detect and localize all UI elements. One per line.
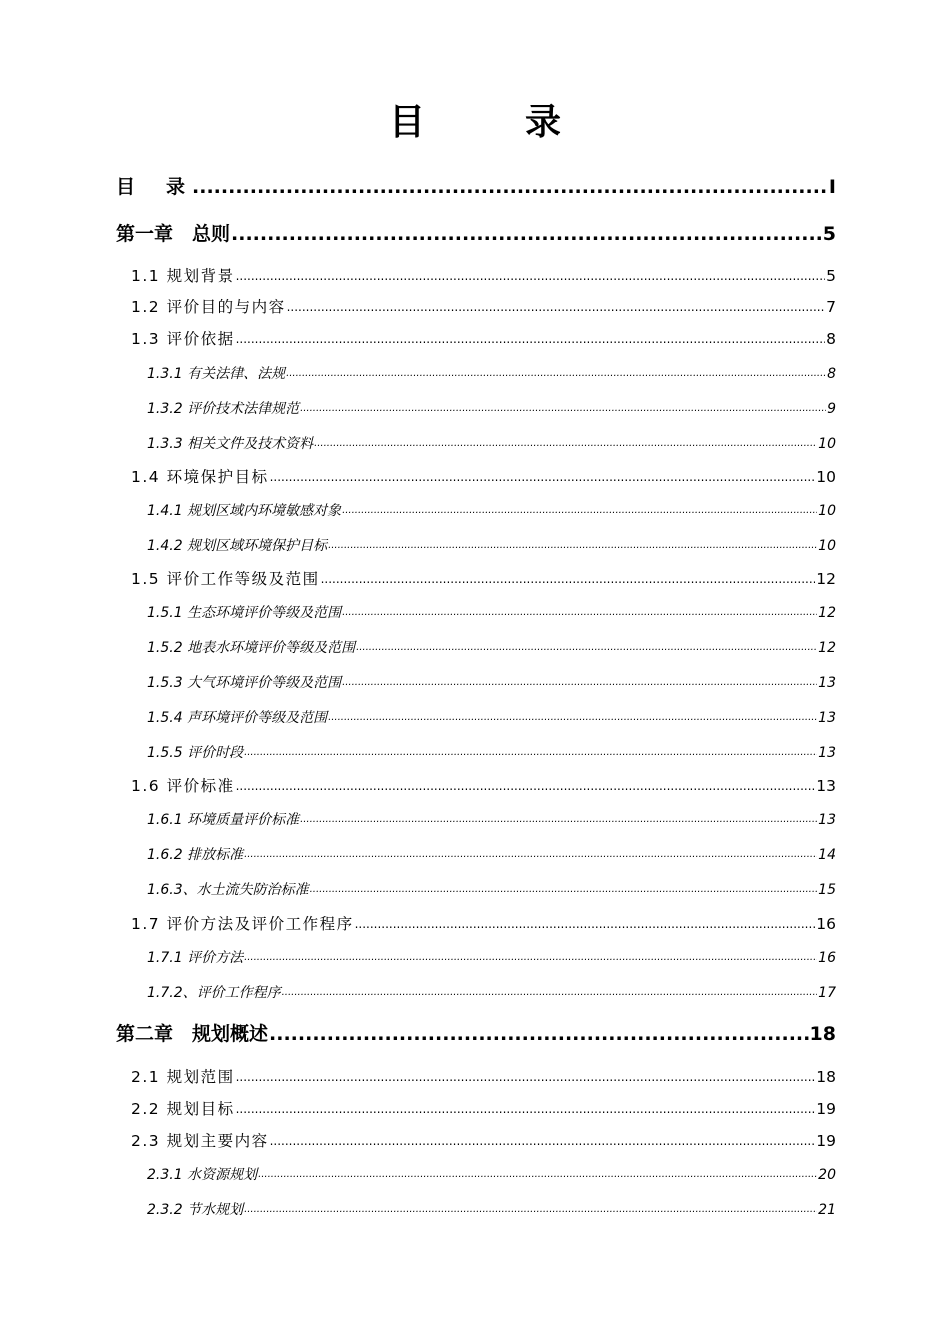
toc-leader-dots xyxy=(356,638,817,658)
toc-entry-label: 第一章 总则 xyxy=(116,223,231,245)
toc-leader-dots xyxy=(231,221,822,247)
page-title: 目 录 xyxy=(388,101,593,143)
toc-entry-page-number: 18 xyxy=(809,1023,836,1045)
toc-entry-label: 1.5.2 地表水环境评价等级及范围 xyxy=(147,640,356,656)
toc-entry-label: 2.3 规划主要内容 xyxy=(131,1132,269,1150)
toc-leader-dots xyxy=(300,399,826,419)
toc-entry-label: 1.2 评价目的与内容 xyxy=(131,298,286,316)
toc-entry[interactable] xyxy=(147,536,836,556)
toc-entry-page-number: 13 xyxy=(818,812,836,828)
toc-entry-page-number: 13 xyxy=(818,675,836,691)
toc-entry-label: 1.6.1 环境质量评价标准 xyxy=(147,812,300,828)
toc-entry[interactable] xyxy=(147,501,836,521)
toc-entry[interactable] xyxy=(131,296,836,318)
toc-entry-label: 1.3.2 评价技术法律规范 xyxy=(147,401,300,417)
toc-entry-page-number: 10 xyxy=(818,436,836,452)
toc-entry-page-number: I xyxy=(828,176,836,198)
toc-leader-dots xyxy=(282,983,818,1003)
toc-entry-page-number: 5 xyxy=(826,267,836,285)
toc-entry-page-number: 13 xyxy=(816,777,836,795)
toc-leader-dots xyxy=(236,775,816,797)
toc-entry[interactable] xyxy=(147,743,836,763)
toc-entry-page-number: 9 xyxy=(827,401,836,417)
toc-entry-page-number: 14 xyxy=(818,847,836,863)
toc-entry[interactable] xyxy=(131,568,836,590)
toc-leader-dots xyxy=(328,708,817,728)
toc-entry[interactable] xyxy=(131,328,836,350)
toc-leader-dots xyxy=(355,913,816,935)
toc-entry[interactable] xyxy=(147,603,836,623)
toc-entry[interactable] xyxy=(116,1021,836,1047)
toc-entry[interactable] xyxy=(131,466,836,488)
toc-leader-dots xyxy=(321,568,816,590)
toc-entry-page-number: 17 xyxy=(818,985,836,1001)
toc-entry[interactable] xyxy=(147,1165,836,1185)
toc-leader-dots xyxy=(258,1165,817,1185)
toc-entry-label: 1.4.2 规划区域环境保护目标 xyxy=(147,538,328,554)
toc-entry-label: 2.3.1 水资源规划 xyxy=(147,1167,258,1183)
toc-leader-dots xyxy=(244,948,817,968)
toc-entry-page-number: 10 xyxy=(818,503,836,519)
toc-entry[interactable] xyxy=(147,638,836,658)
toc-entry-page-number: 15 xyxy=(818,882,836,898)
toc-entry[interactable] xyxy=(147,673,836,693)
toc-entry-page-number: 12 xyxy=(818,640,836,656)
toc-entry[interactable] xyxy=(131,1098,836,1120)
toc-leader-dots xyxy=(314,434,817,454)
toc-entry-page-number: 12 xyxy=(818,605,836,621)
toc-entry-label: 1.6 评价标准 xyxy=(131,777,235,795)
toc-entry-page-number: 20 xyxy=(818,1167,836,1183)
toc-entry-page-number: 13 xyxy=(818,745,836,761)
toc-entry-page-number: 8 xyxy=(827,366,836,382)
toc-entry-label: 1.6.3、水土流失防治标准 xyxy=(147,882,309,898)
toc-leader-dots xyxy=(300,810,817,830)
toc-entry[interactable] xyxy=(131,1066,836,1088)
toc-entry[interactable] xyxy=(131,775,836,797)
toc-entry[interactable] xyxy=(147,1200,836,1220)
toc-entry[interactable] xyxy=(147,948,836,968)
toc-entry-label: 1.3.1 有关法律、法规 xyxy=(147,366,286,382)
toc-entry-page-number: 8 xyxy=(826,330,836,348)
toc-entry-label: 1.3 评价依据 xyxy=(131,330,235,348)
toc-entry-label: 1.4.1 规划区域内环境敏感对象 xyxy=(147,503,342,519)
toc-entry-label: 1.3.3 相关文件及技术资料 xyxy=(147,436,314,452)
toc-leader-dots xyxy=(270,1130,816,1152)
toc-entry-page-number: 21 xyxy=(818,1202,836,1218)
toc-leader-dots xyxy=(342,673,817,693)
toc-leader-dots xyxy=(236,265,826,287)
toc-entry[interactable] xyxy=(116,174,836,200)
toc-entry-label: 第二章 规划概述 xyxy=(116,1023,269,1045)
toc-entry[interactable] xyxy=(116,221,836,247)
toc-entry-label: 1.5.1 生态环境评价等级及范围 xyxy=(147,605,342,621)
toc-leader-dots xyxy=(328,536,817,556)
toc-entry-label: 2.3.2 节水规划 xyxy=(147,1202,244,1218)
toc-entry-label: 1.7 评价方法及评价工作程序 xyxy=(131,915,354,933)
toc-entry-page-number: 7 xyxy=(826,298,836,316)
toc-entry-label: 1.6.2 排放标准 xyxy=(147,847,244,863)
toc-leader-dots xyxy=(287,296,826,318)
toc-entry[interactable] xyxy=(147,364,836,384)
toc-leader-dots xyxy=(244,743,817,763)
toc-leader-dots xyxy=(270,466,816,488)
toc-entry-label: 1.1 规划背景 xyxy=(131,267,235,285)
toc-leader-dots xyxy=(236,1098,816,1120)
toc-leader-dots xyxy=(236,1066,816,1088)
toc-entry[interactable] xyxy=(147,708,836,728)
toc-leader-dots xyxy=(244,1200,817,1220)
toc-entry-label: 1.5 评价工作等级及范围 xyxy=(131,570,320,588)
toc-entry[interactable] xyxy=(147,880,836,900)
toc-entry-page-number: 5 xyxy=(822,223,836,245)
toc-entry[interactable] xyxy=(147,845,836,865)
toc-leader-dots xyxy=(286,364,826,384)
toc-entry[interactable] xyxy=(147,983,836,1003)
toc-entry-page-number: 13 xyxy=(818,710,836,726)
toc-entry-label: 1.7.1 评价方法 xyxy=(147,950,244,966)
toc-leader-dots xyxy=(192,174,828,200)
toc-entry-page-number: 12 xyxy=(816,570,836,588)
toc-entry-page-number: 10 xyxy=(818,538,836,554)
toc-leader-dots xyxy=(342,501,817,521)
toc-leader-dots xyxy=(269,1021,809,1047)
toc-entry[interactable] xyxy=(147,434,836,454)
toc-entry[interactable] xyxy=(131,265,836,287)
toc-entry[interactable] xyxy=(131,1130,836,1152)
toc-entry-label: 1.4 环境保护目标 xyxy=(131,468,269,486)
toc-entry[interactable] xyxy=(147,810,836,830)
toc-leader-dots xyxy=(236,328,826,350)
toc-entry-label: 1.5.4 声环境评价等级及范围 xyxy=(147,710,328,726)
toc-entry-page-number: 19 xyxy=(816,1100,836,1118)
toc-entry[interactable] xyxy=(131,913,836,935)
toc-leader-dots xyxy=(310,880,818,900)
toc-entry-label: 2.2 规划目标 xyxy=(131,1100,235,1118)
toc-leader-dots xyxy=(244,845,817,865)
toc-entry-page-number: 19 xyxy=(816,1132,836,1150)
toc-entry-page-number: 10 xyxy=(816,468,836,486)
toc-entry[interactable] xyxy=(147,399,836,419)
toc-entry-page-number: 18 xyxy=(816,1068,836,1086)
toc-entry-label: 1.5.3 大气环境评价等级及范围 xyxy=(147,675,342,691)
toc-entry-label: 2.1 规划范围 xyxy=(131,1068,235,1086)
toc-entry-label: 1.5.5 评价时段 xyxy=(147,745,244,761)
toc-leader-dots xyxy=(342,603,817,623)
toc-entry-page-number: 16 xyxy=(818,950,836,966)
toc-entry-label: 1.7.2、评价工作程序 xyxy=(147,985,281,1001)
toc-entry-label: 目 录 xyxy=(116,176,192,198)
toc-entry-page-number: 16 xyxy=(816,915,836,933)
